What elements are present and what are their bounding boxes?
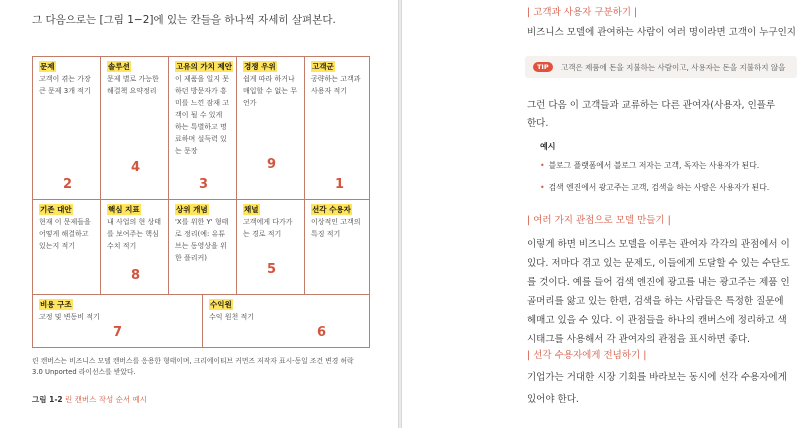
body-line: 기업가는 거대한 시장 기회를 바라보는 동시에 선각 수용자에게: [527, 372, 787, 383]
tip-text: 고객은 제품에 돈을 지불하는 사람이고, 사용자는 돈을 지불하지 않을: [561, 63, 786, 72]
license-note: 린 캔버스는 비즈니스 모델 캔버스를 응용한 형태이며, 크리에이티브 커먼즈 저작자 표시-동일 조건 변경 허락 3.0 Unported 라이선스를 받았다.: [32, 357, 354, 376]
cell-desc: 이 제품을 일지 못 하던 방문자가 흥 미를 느낀 잠재 고 객이 될 수 있게 하는 특별하고 명 료하며 설득력 있 는 문장: [175, 75, 230, 155]
cell-desc: 문제 별로 가능한 해결책 요약정리: [107, 75, 159, 95]
body-line: 있어야 한다.: [527, 394, 579, 405]
cell-title: 기존 대안: [40, 205, 72, 214]
tip-badge: TIP: [533, 62, 553, 72]
cell-title: 상위 개념: [176, 205, 208, 214]
cell-channels: [237, 200, 305, 295]
cell-title: 선각 수용자: [312, 205, 351, 214]
cell-problem: [33, 57, 101, 200]
cell-high-level-concept: [169, 200, 237, 295]
cell-number: 5: [267, 262, 277, 277]
cell-unfair-advantage: [237, 57, 305, 200]
cell-title: 경쟁 우위: [244, 62, 276, 71]
body-line: 이렇게 하면 비즈니스 모델을 이루는 관여자 각각의 관점에서 이: [527, 239, 790, 250]
cell-number: 2: [63, 177, 73, 192]
cell-number: 3: [199, 177, 209, 192]
section-heading-perspectives: | 여러 가지 관점으로 모델 만들기 |: [527, 215, 671, 226]
cell-unique-value-proposition: [169, 57, 237, 200]
cell-desc: 쉽게 따라 하거나 매입할 수 없는 무 언가: [243, 75, 298, 107]
right-page: [402, 0, 800, 428]
cell-title: 수익원: [210, 300, 232, 309]
section-heading-customers-users: | 고객과 사용자 구분하기 |: [527, 7, 638, 18]
cell-solution: [101, 57, 169, 200]
example-label: 예시: [540, 142, 556, 151]
figure-label: 그림 1-2: [32, 395, 63, 404]
cell-cost-structure: [33, 295, 203, 347]
cell-early-adopters: [305, 200, 369, 295]
example-bullet: • 검색 엔진에서 광고주는 고객, 검색을 하는 사람은 사용자가 된다.: [540, 183, 770, 192]
cell-desc: 현재 이 문제들을 어떻게 해결하고 있는지 적기: [39, 218, 91, 250]
body-line: 헤매고 있을 수 있다. 이 관점들을 하나의 캔버스에 정리하고 색: [527, 315, 787, 326]
body-line: 있다. 저마다 겪고 있는 문제도, 이들에게 도달할 수 있는 수단도: [527, 258, 790, 269]
cell-title: 고유의 가치 제안: [176, 62, 232, 71]
tip-box: [525, 56, 797, 78]
cell-key-metrics: [101, 200, 169, 295]
body-line: 시태그를 사용해서 각 관여자의 관점을 표시하면 좋다.: [527, 334, 751, 345]
cell-number: 1: [335, 177, 345, 192]
body-line: 골머리를 앓고 있는 한편, 검색을 하는 사람들은 특정한 질문에: [527, 296, 784, 307]
cell-title: 문제: [40, 62, 55, 71]
cell-number: 4: [131, 160, 141, 175]
intro-text: 그 다음으로는 [그림 1−2]에 있는 칸들을 하나씩 자세히 살펴본다.: [32, 14, 336, 26]
body-line: 를 것이다. 예를 들어 검색 엔진에 광고를 내는 광고주는 제품 인: [527, 277, 790, 288]
lean-canvas: [32, 56, 370, 348]
cell-title: 솔루션: [108, 62, 130, 71]
figure-caption: [32, 394, 147, 405]
cell-number: 9: [267, 157, 277, 172]
left-page: [0, 0, 398, 428]
example-bullet: • 블로그 플랫폼에서 블로그 저자는 고객, 독자는 사용자가 된다.: [540, 161, 760, 170]
cell-desc: 고객에게 다가가 는 경로 적기: [243, 218, 293, 238]
cell-desc: 고정 및 변동비 적기: [39, 313, 100, 321]
cell-title: 비용 구조: [40, 300, 72, 309]
cell-existing-alternatives: [33, 200, 101, 295]
cell-desc: 수익 원천 적기: [209, 313, 255, 321]
body-line: 그런 다음 이 고객들과 교류하는 다른 관여자(사용자, 인플루: [527, 100, 776, 111]
cell-number: 8: [131, 268, 141, 283]
cell-desc: 공략하는 고객과 사용자 적기: [311, 75, 361, 95]
cell-desc: 고객이 겪는 가장 큰 문제 3개 적기: [39, 75, 91, 95]
section-heading-early-adopters: | 선각 수용자에게 전념하기 |: [527, 350, 647, 361]
cell-desc: 'X를 위한 Y' 형태 로 정리(예: 유튜 브는 동영상을 위 한 플리커): [175, 218, 229, 262]
figure-title: 린 캔버스 작성 순서 예시: [65, 395, 148, 404]
cell-number: 7: [113, 325, 123, 340]
cell-desc: 내 사업의 현 상태 를 보여주는 핵심 수치 적기: [107, 218, 162, 250]
cell-revenue-streams: [203, 295, 369, 347]
cell-number: 6: [317, 325, 327, 340]
cell-customer-segments: [305, 57, 369, 200]
cell-desc: 이상적인 고객의 특징 적기: [311, 218, 361, 238]
body-line: 비즈니스 모델에 관여하는 사람이 여러 명이라면 고객이 누구인지: [527, 27, 796, 38]
cell-title: 채널: [244, 205, 259, 214]
cell-title: 핵심 지표: [108, 205, 140, 214]
cell-title: 고객군: [312, 62, 334, 71]
body-line: 한다.: [527, 118, 549, 129]
